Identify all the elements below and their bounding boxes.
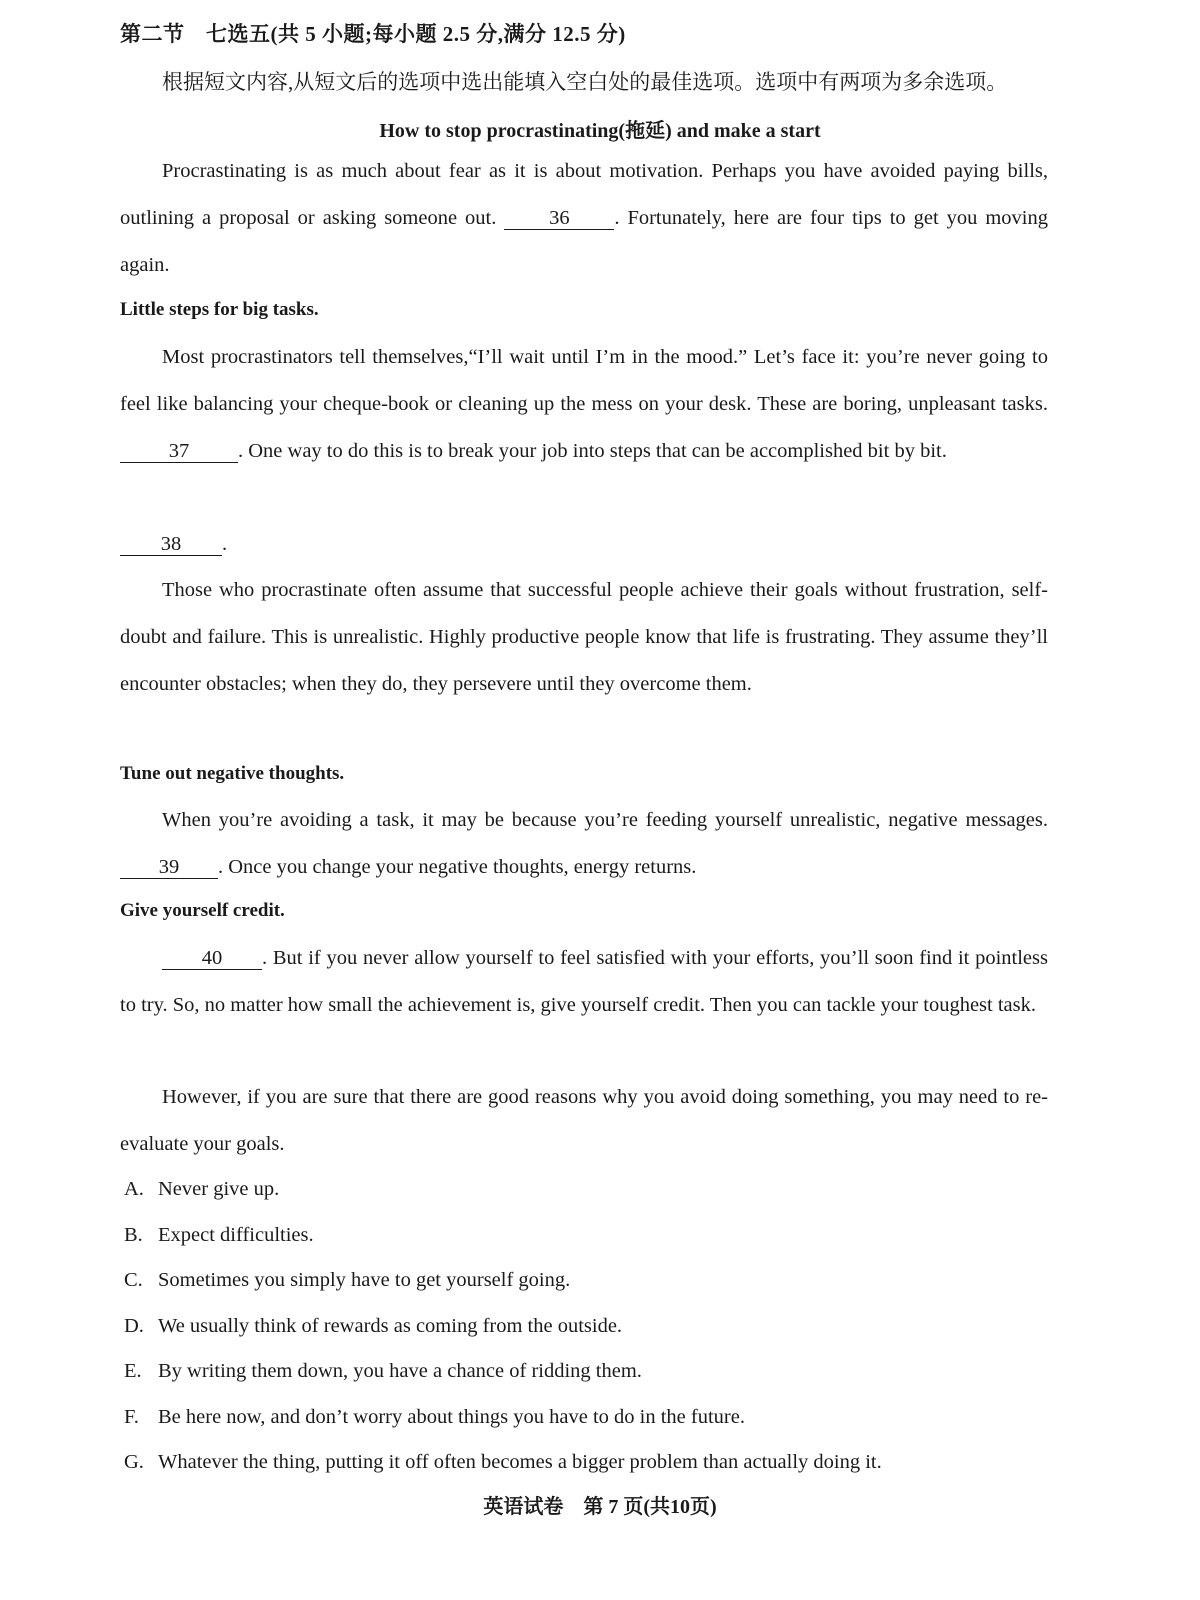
- option-letter: D.: [124, 1314, 144, 1337]
- option-text: Sometimes you simply have to get yourself going.: [158, 1269, 571, 1291]
- passage-title: How to stop procrastinating(拖延) and make a start: [379, 120, 821, 142]
- blank-40: 40: [162, 947, 262, 970]
- heading-give-credit: Give yourself credit.: [120, 900, 285, 921]
- option-letter: E.: [124, 1360, 142, 1382]
- heading-tune-out: Tune out negative thoughts.: [120, 763, 345, 784]
- blank-39: 39: [120, 856, 218, 879]
- option-letter: G.: [124, 1451, 144, 1473]
- paragraph-3: Those who procrastinate often assume that successful people achieve their goals without frustration, self-doubt and failure. This is unrealistic. Highly productive people know that life is frustrating. They assume they’ll encounter obstacles; when they do, they persevere until they overcome them.: [120, 579, 1048, 695]
- option-letter: C.: [124, 1269, 143, 1291]
- paragraph-4: [120, 797, 1048, 891]
- paragraph-5-after: . But if you never allow yourself to feel satisfied with your efforts, you’ll soon find it pointless to try. So, no matter how small the achievement is, give yourself credit. Then you can tackle your toughest task.: [120, 947, 1048, 1016]
- option-a: [124, 1172, 882, 1218]
- option-e: [124, 1354, 882, 1400]
- paragraph-1: [120, 148, 1048, 289]
- paragraph-2-before: Most procrastinators tell themselves,“I’ll wait until I’m in the mood.” Let’s face it: you’re never going to feel like balancing your cheque-book or cleaning up the mess on your desk. These are boring, unpleasant tasks.: [120, 346, 1048, 415]
- heading-blank-38: [120, 521, 1048, 568]
- option-text: Be here now, and don’t worry about things you have to do in the future.: [158, 1405, 745, 1428]
- paragraph-5: [120, 935, 1048, 1029]
- paragraph-4-after: . Once you change your negative thoughts, energy returns.: [218, 856, 697, 878]
- option-text: Whatever the thing, putting it off often becomes a bigger problem than actually doing it.: [158, 1451, 882, 1473]
- paragraph-1-before: Procrastinating is as much about fear as it is about motivation. Perhaps you have avoided paying bills, outlining a proposal or asking someone out.: [120, 160, 1048, 229]
- paragraph-6: However, if you are sure that there are good reasons why you avoid doing something, you may need to re-evaluate your goals.: [120, 1086, 1048, 1155]
- section-header: 第二节 七选五(共 5 小题;每小题 2.5 分,满分 12.5 分): [120, 22, 626, 46]
- option-letter: A.: [124, 1178, 144, 1200]
- option-text: Expect difficulties.: [158, 1223, 314, 1246]
- options-list: [124, 1172, 882, 1491]
- option-f: [124, 1400, 882, 1446]
- option-text: By writing them down, you have a chance of ridding them.: [158, 1360, 642, 1382]
- blank-36: 36: [504, 207, 614, 230]
- page-footer: 英语试卷 第 7 页(共10页): [483, 1496, 717, 1518]
- blank-38: 38: [120, 533, 222, 556]
- instructions: 根据短文内容,从短文后的选项中选出能填入空白处的最佳选项。选项中有两项为多余选项。: [162, 70, 1008, 94]
- option-letter: B.: [124, 1223, 143, 1246]
- option-text: Never give up.: [158, 1178, 280, 1200]
- blank-37: 37: [120, 440, 238, 463]
- paragraph-1-after: . Fortunately, here are four tips to get you moving again.: [120, 207, 1049, 276]
- paragraph-4-before: When you’re avoiding a task, it may be because you’re feeding yourself unrealistic, negative messages.: [162, 809, 1048, 831]
- option-d: [124, 1309, 882, 1355]
- option-letter: F.: [124, 1405, 139, 1428]
- heading-38-after: .: [222, 533, 228, 555]
- paragraph-2-after: . One way to do this is to break your job into steps that can be accomplished bit by bit.: [238, 440, 947, 462]
- heading-little-steps: Little steps for big tasks.: [120, 299, 319, 320]
- option-c: [124, 1263, 882, 1309]
- option-g: [124, 1445, 882, 1491]
- option-text: We usually think of rewards as coming from the outside.: [158, 1314, 623, 1337]
- option-b: [124, 1218, 882, 1264]
- paragraph-2: [120, 334, 1048, 475]
